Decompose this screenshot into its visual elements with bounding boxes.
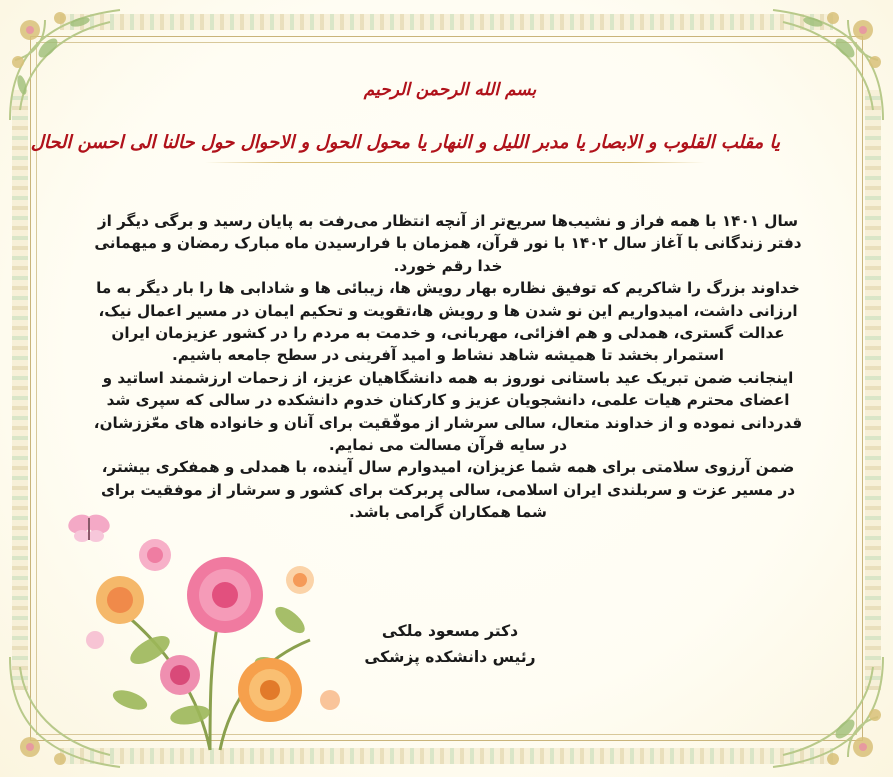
signature-block bbox=[320, 618, 580, 670]
message-paragraph: خداوند بزرگ را شاکریم که توفیق نظاره بهار رویش ها، زیبائی ها و شادابی ها را بار دیگر به ما ارزانی داشت، امیدواریم این نو شدن ها و رویش ها،تقویت و تحکیم ایمان در مسیر اعمال نیک، عدالت گستری، همدلی و هم افزائی، مهربانی، و خدمت به مردم را در کشور عزیزمان ایران استمرار بخشد تا همیشه شاهد نشاط و امید آفرینی در سطح جامعه باشیم. bbox=[96, 279, 800, 365]
signer-title: رئیس دانشکده پزشکی bbox=[364, 648, 536, 666]
border-strip-top bbox=[60, 14, 833, 30]
message-paragraph: ضمن آرزوی سلامتی برای همه شما عزیزان، امیدوارم سال آینده، با همدلی و همفکری بیشتر، در مسیر عزت و سربلندی ایران اسلامی، سالی پربرکت برای کشور و سرشار از موفقیت برای شما همکاران گرامی باشد. bbox=[100, 458, 796, 522]
floral-corner-icon bbox=[0, 0, 130, 130]
signer-name: دکتر مسعود ملکی bbox=[381, 622, 519, 640]
prayer-underline bbox=[205, 162, 705, 163]
border-strip-left bbox=[12, 90, 28, 690]
floral-corner-icon bbox=[763, 647, 893, 777]
message-body bbox=[92, 210, 804, 524]
floral-corner-icon bbox=[763, 0, 893, 130]
border-strip-right bbox=[865, 90, 881, 690]
message-paragraph: اینجانب ضمن تبریک عید باستانی نوروز به همه دانشگاهیان عزیز، از زحمات ارزشمند اساتید و اعضای محترم هیات علمی، دانشجویان عزیز و کارکنان خدوم دانشکده در سالی که سپری شد قدردانی نموده و از خداوند متعال، سالی سرشار از موفّقیت برای آنان و خانواده های معّززشان، در سایه قرآن مسالت می نمایم. bbox=[93, 368, 803, 455]
message-paragraph: سال ۱۴۰۱ با همه فراز و نشیب‌ها سریع‌تر از آنچه انتظار می‌رفت به پایان رسید و برگی دیگر از دفتر زندگانی با آغاز سال ۱۴۰۲ با نور قرآن، همزمان با فرارسیدن ماه مبارک رمضان و میهمانی خدا رقم خورد. bbox=[94, 212, 802, 275]
nowruz-prayer: یا مقلب القلوب و الابصار یا مدبر اللیل و النهار یا محول الحول و الاحوال حول حالنا الی احسن الحال bbox=[30, 132, 780, 153]
bismillah-heading: بسم الله الرحمن الرحیم bbox=[363, 80, 537, 100]
